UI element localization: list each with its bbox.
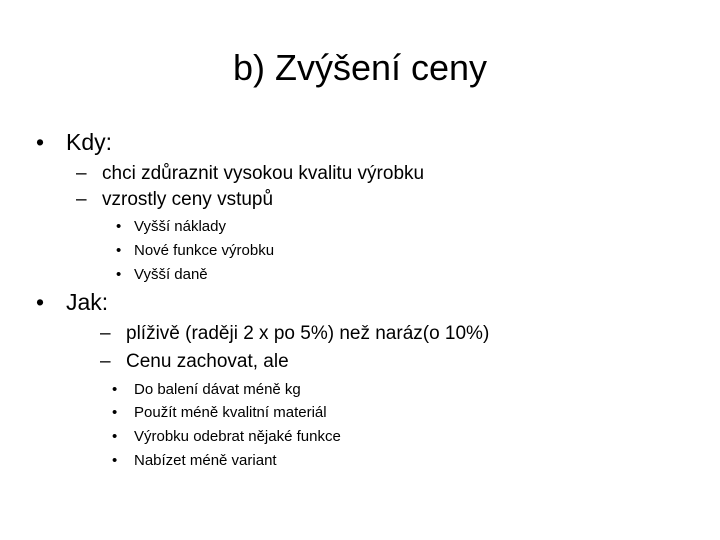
section-label xyxy=(66,288,108,316)
sub-list-item-text: Nové funkce výrobku xyxy=(134,242,275,259)
sub-list-item-text: Výrobku odebrat nějaké funkce xyxy=(134,428,341,445)
section-label-suffix: : xyxy=(105,129,113,155)
sub-list-item-text: Do balení dávat méně kg xyxy=(134,381,301,398)
sub-list-item-text: Vyšší náklady xyxy=(134,218,226,235)
sub-list-item-text: Nabízet méně variant xyxy=(134,452,277,469)
section-label xyxy=(66,128,112,156)
list-item-text: plíživě (raději 2 x po 5%) než naráz(o 10%) xyxy=(126,323,490,344)
bullet-marker: • xyxy=(112,381,118,398)
bullet-marker: • xyxy=(36,129,45,155)
dash-marker: – xyxy=(76,163,87,184)
list-item-text: chci zdůraznit vysokou kvalitu výrobku xyxy=(102,163,425,184)
bullet-marker: • xyxy=(116,218,122,235)
list-item-text: vzrostly ceny vstupů xyxy=(102,189,274,210)
slide-title: b) Zvýšení ceny xyxy=(232,47,488,88)
dash-marker: – xyxy=(76,189,87,210)
section-label-suffix: : xyxy=(101,289,109,315)
bullet-marker: • xyxy=(112,404,118,421)
dash-marker: – xyxy=(100,351,111,372)
dash-marker: – xyxy=(100,323,111,344)
bullet-marker: • xyxy=(116,266,122,283)
bullet-marker: • xyxy=(112,452,118,469)
bullet-marker: • xyxy=(116,242,122,259)
section-label-text: Kdy xyxy=(66,129,106,155)
sub-list-item-text: Vyšší daně xyxy=(134,266,208,283)
section-label-text: Jak xyxy=(66,289,102,315)
bullet-marker: • xyxy=(36,289,45,315)
list-item-text: Cenu zachovat, ale xyxy=(126,351,289,372)
sub-list-item-text: Použít méně kvalitní materiál xyxy=(134,404,327,421)
bullet-marker: • xyxy=(112,428,118,445)
